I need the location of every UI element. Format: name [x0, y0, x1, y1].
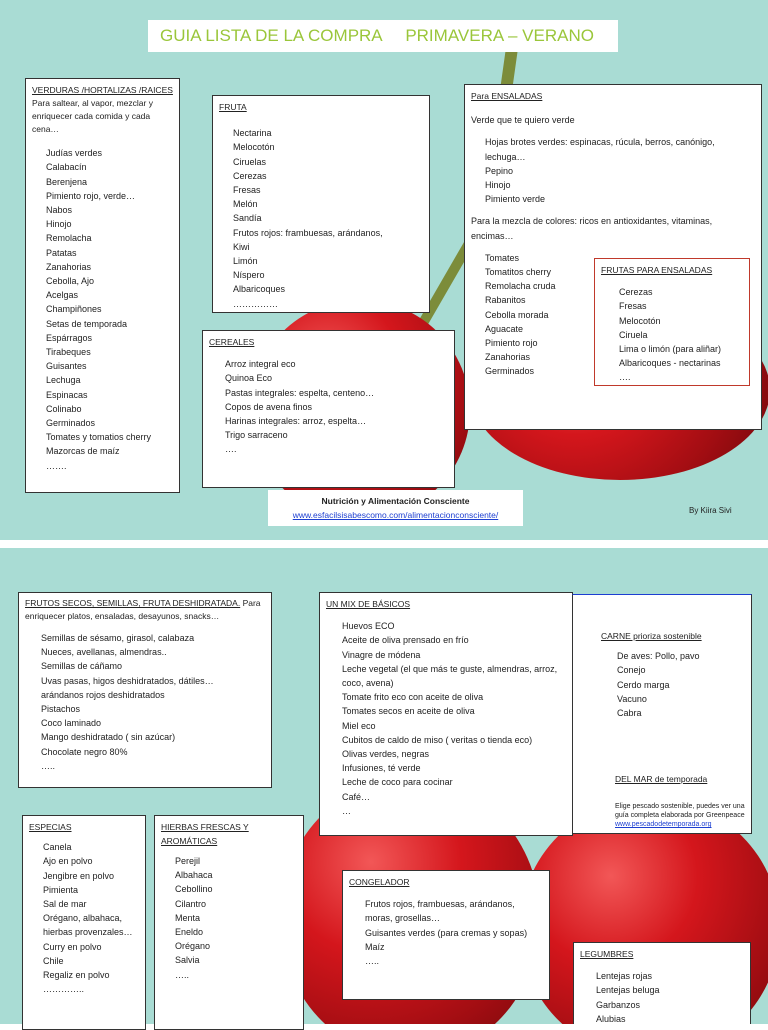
list-item: Lentejas beluga	[596, 985, 660, 996]
list-item: Judías verdes	[46, 148, 103, 159]
especias-list	[29, 840, 139, 996]
list-item: Cebolla morada	[485, 309, 549, 320]
list-item: Pastas integrales: espelta, centeno…	[225, 387, 375, 398]
list-item: Tirabeques	[46, 347, 91, 358]
list-item: Infusiones, té verde	[342, 763, 421, 774]
cereales-heading: CEREALES	[209, 337, 255, 347]
frutos-secos-description: Para enriquecer platos, ensaladas, desayunos, snacks…	[25, 598, 261, 621]
list-item: Café…	[342, 791, 371, 802]
ensaladas-verde-intro: Verde que te quiero verde	[471, 115, 575, 126]
list-item: Cerezas	[619, 287, 653, 298]
list-item: Semillas de cáñamo	[41, 661, 123, 672]
list-item: Patatas	[46, 247, 77, 258]
list-item: Eneldo	[175, 927, 204, 938]
list-item: Tomates y tomatios cherry	[46, 432, 152, 443]
list-item: Cabra	[617, 708, 642, 719]
list-item: Nabos	[46, 205, 73, 216]
list-item: Hojas brotes verdes: espinacas, rúcula, berros, canónigo, lechuga…	[485, 137, 715, 162]
verduras-box	[25, 78, 180, 493]
list-item: Vinagre de módena	[342, 649, 421, 660]
list-item: Germinados	[46, 418, 96, 429]
list-item: Fresas	[233, 185, 261, 196]
page-gap	[0, 540, 768, 548]
list-item: Cebolla, Ajo	[46, 276, 95, 287]
author-credit: By Kiira Sivi	[689, 506, 732, 515]
list-item: Garbanzos	[596, 999, 641, 1010]
list-item: Mazorcas de maíz	[46, 446, 120, 457]
mar-note: Elige pescado sostenible, puedes ver una guía completa elaborada por Greenpeace	[615, 803, 745, 820]
list-item: …………..	[43, 984, 85, 995]
list-item: Arroz integral eco	[225, 359, 296, 370]
list-item: Uvas pasas, higos deshidratados, dátiles…	[41, 675, 214, 686]
carne-list	[579, 649, 745, 720]
list-item: Hinojo	[485, 180, 511, 191]
list-item: Cerdo marga	[617, 679, 670, 690]
list-item: Melón	[233, 199, 258, 210]
list-item: Frutos rojos: frambuesas, arándanos,	[233, 227, 383, 238]
list-item: Rabanitos	[485, 295, 526, 306]
list-item: Tomates	[485, 252, 520, 263]
list-item: …..	[41, 760, 56, 771]
list-item: ……………	[233, 298, 278, 309]
list-item: Ciruela	[619, 329, 648, 340]
list-item: Melocotón	[233, 142, 275, 153]
legumbres-box	[573, 942, 751, 1024]
fruta-box	[212, 95, 430, 313]
frutas-ensaladas-list	[601, 285, 743, 384]
list-item: Zanahorias	[46, 261, 92, 272]
list-item: Pimiento verde	[485, 194, 546, 205]
list-item: ….	[225, 444, 237, 455]
cereales-list	[209, 357, 448, 456]
hierbas-box	[154, 815, 304, 1030]
list-item: Pistachos	[41, 704, 81, 715]
frutos-secos-header	[25, 597, 265, 623]
verduras-heading: VERDURAS /HORTALIZAS /RAICES	[32, 85, 173, 95]
list-item: Remolacha	[46, 233, 92, 244]
list-item: Quinoa Eco	[225, 373, 273, 384]
credit-link[interactable]: www.esfacilsisabescomo.com/alimentacionconsciente/	[292, 510, 499, 520]
list-item: Calabacín	[46, 162, 87, 173]
basicos-box	[319, 592, 573, 836]
list-item: Pimiento rojo	[485, 338, 538, 349]
list-item: Berenjena	[46, 176, 88, 187]
frutos-secos-heading: FRUTOS SECOS, SEMILLAS, FRUTA DESHIDRATADA.	[25, 598, 241, 608]
list-item: Aceite de oliva prensado en frío	[342, 635, 469, 646]
list-item: Alubias	[596, 1013, 626, 1024]
list-item: Pimiento rojo, verde…	[46, 190, 136, 201]
list-item: Huevos ECO	[342, 621, 395, 632]
list-item: Hinojo	[46, 219, 72, 230]
cereales-box	[202, 330, 455, 488]
list-item: Colinabo	[46, 403, 82, 414]
frutas-ensaladas-heading: FRUTAS PARA ENSALADAS	[601, 265, 713, 275]
ensaladas-colores-intro: Para la mezcla de colores: ricos en antioxidantes, vitaminas, encimas…	[471, 216, 713, 241]
list-item: Ciruelas	[233, 156, 267, 167]
list-item: Zanahorias	[485, 352, 531, 363]
hierbas-list	[161, 854, 297, 982]
list-item: …..	[365, 956, 380, 967]
list-item: Orégano	[175, 941, 211, 952]
congelador-box	[342, 870, 550, 1000]
list-item: Níspero	[233, 270, 265, 281]
congelador-list	[349, 897, 543, 968]
list-item: Semillas de sésamo, girasol, calabaza	[41, 633, 195, 643]
list-item: Nectarina	[233, 128, 272, 139]
list-item: Remolacha cruda	[485, 281, 556, 292]
congelador-heading: CONGELADOR	[349, 877, 410, 887]
list-item: Ajo en polvo	[43, 856, 93, 867]
list-item: Orégano, albahaca, hierbas provenzales…	[43, 913, 133, 938]
list-item: Jengibre en polvo	[43, 870, 115, 881]
list-item: Tomatitos cherry	[485, 267, 552, 278]
basicos-heading: UN MIX DE BÁSICOS	[326, 599, 411, 609]
list-item: Copos de avena finos	[225, 401, 313, 412]
list-item: Nueces, avellanas, almendras..	[41, 647, 167, 658]
legumbres-list	[580, 969, 744, 1026]
list-item: Albaricoques - nectarinas	[619, 358, 721, 369]
list-item: Tomate frito eco con aceite de oliva	[342, 692, 484, 703]
frutas-ensaladas-box	[594, 258, 750, 386]
list-item: Guisantes	[46, 361, 87, 372]
list-item: Vacuno	[617, 693, 647, 704]
list-item: Guisantes verdes (para cremas y sopas)	[365, 927, 528, 938]
list-item: Canela	[43, 842, 72, 853]
list-item: Cilantro	[175, 898, 207, 909]
verduras-description: Para saltear, al vapor, mezclar y enriquecer cada comida y cada cena…	[32, 98, 153, 135]
list-item: Setas de temporada	[46, 318, 128, 329]
list-item: Olivas verdes, negras	[342, 749, 430, 760]
list-item: Coco laminado	[41, 718, 102, 729]
carne-heading: CARNE prioriza sostenible	[601, 631, 702, 641]
list-item: Lentejas rojas	[596, 971, 653, 982]
list-item: Melocotón	[619, 315, 661, 326]
list-item: Chocolate negro 80%	[41, 746, 128, 757]
fruta-list	[219, 126, 423, 311]
list-item: Pepino	[485, 165, 514, 176]
list-item: Acelgas	[46, 290, 79, 301]
list-item: Lechuga	[46, 375, 81, 386]
fruta-heading: FRUTA	[219, 102, 247, 112]
list-item: Salvia	[175, 955, 200, 966]
list-item: Miel eco	[342, 720, 376, 731]
frutos-secos-box	[18, 592, 272, 788]
especias-heading: ESPECIAS	[29, 822, 72, 832]
list-item: Espárragos	[46, 332, 93, 343]
list-item: Limón	[233, 256, 258, 267]
verduras-list	[32, 146, 173, 473]
list-item: Perejil	[175, 856, 201, 866]
list-item: Pimienta	[43, 884, 79, 895]
list-item: Lima o limón (para aliñar)	[619, 344, 722, 355]
list-item: Espinacas	[46, 389, 88, 400]
list-item: Tomates secos en aceite de oliva	[342, 706, 475, 717]
legumbres-heading: LEGUMBRES	[580, 949, 634, 959]
list-item: Sandía	[233, 213, 262, 224]
ensaladas-heading: Para ENSALADAS	[471, 91, 543, 101]
list-item: Germinados	[485, 366, 535, 377]
basicos-list	[326, 619, 566, 818]
list-item: Cubitos de caldo de miso ( veritas o tienda eco)	[342, 734, 533, 745]
list-item: Sal de mar	[43, 899, 87, 910]
mar-heading: DEL MAR de temporada	[615, 774, 708, 785]
credit-title: Nutrición y Alimentación Consciente	[321, 496, 470, 506]
list-item: Cebollino	[175, 884, 213, 895]
list-item: Regaliz en polvo	[43, 970, 110, 981]
list-item: Leche vegetal (el que más te guste, almendras, arroz, coco, avena)	[342, 663, 558, 689]
list-item: Aguacate	[485, 323, 524, 334]
list-item: Trigo sarraceno	[225, 430, 288, 441]
list-item: …	[342, 805, 351, 816]
list-item: Conejo	[617, 665, 646, 676]
frutos-secos-list	[25, 631, 265, 773]
list-item: Chile	[43, 955, 64, 966]
list-item: Kiwi	[233, 241, 250, 252]
list-item: …..	[175, 969, 190, 980]
list-item: Champiñones	[46, 304, 102, 315]
list-item: Maíz	[365, 941, 385, 952]
list-item: Albaricoques	[233, 284, 286, 295]
especias-box	[22, 815, 146, 1030]
list-item: Curry en polvo	[43, 941, 102, 952]
hierbas-heading: HIERBAS FRESCAS Y AROMÁTICAS	[161, 822, 249, 846]
credit-box	[268, 490, 523, 526]
list-item: ….	[619, 372, 631, 383]
mar-link[interactable]: www.pescadodetemporada.org	[615, 821, 712, 829]
list-item: Leche de coco para cocinar	[342, 777, 453, 788]
carne-mar-box	[572, 594, 752, 834]
list-item: Mango deshidratado ( sin azúcar)	[41, 732, 176, 743]
list-item: Harinas integrales: arroz, espelta…	[225, 416, 367, 427]
list-item: arándanos rojos deshidratados	[41, 689, 165, 700]
list-item: Menta	[175, 912, 201, 923]
page-title: GUIA LISTA DE LA COMPRA PRIMAVERA – VERANO	[148, 20, 618, 52]
list-item: …….	[46, 460, 67, 471]
list-item: De aves: Pollo, pavo	[617, 651, 700, 662]
list-item: Cerezas	[233, 170, 267, 181]
list-item: Albahaca	[175, 870, 213, 881]
list-item: Frutos rojos, frambuesas, arándanos, moras, grosellas…	[365, 899, 515, 924]
list-item: Fresas	[619, 301, 647, 312]
ensaladas-verde-list	[471, 135, 755, 206]
